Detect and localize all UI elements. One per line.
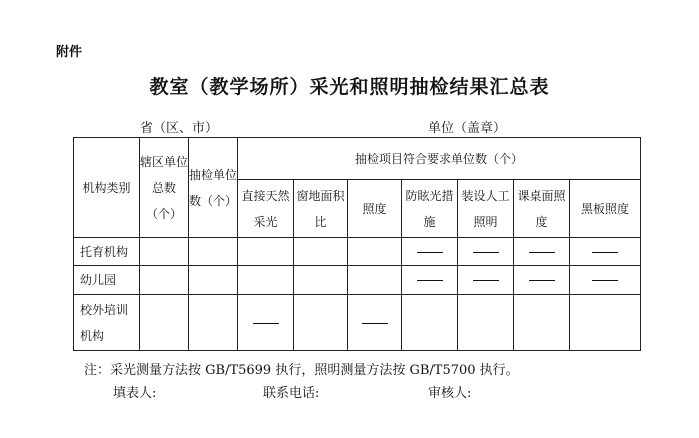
dash-mark bbox=[473, 252, 499, 253]
reviewer-label: 审核人: bbox=[428, 386, 472, 401]
not-applicable-cell bbox=[458, 238, 514, 266]
data-cell bbox=[294, 295, 348, 351]
header-item: 装设人工照明 bbox=[458, 180, 514, 238]
data-cell bbox=[189, 266, 238, 295]
dash-mark bbox=[473, 280, 499, 281]
data-cell bbox=[140, 238, 189, 266]
data-cell bbox=[294, 266, 348, 295]
footnote: 注：采光测量方法按 GB/T5699 执行，照明测量方法按 GB/T5700 执行。 bbox=[84, 363, 519, 378]
data-cell bbox=[189, 295, 238, 351]
attachment-label: 附件 bbox=[56, 45, 83, 60]
header-category: 机构类别 bbox=[74, 138, 140, 238]
data-cell bbox=[238, 238, 294, 266]
header-item: 防眩光措施 bbox=[402, 180, 458, 238]
dash-mark bbox=[417, 252, 443, 253]
dash-mark bbox=[417, 280, 443, 281]
not-applicable-cell bbox=[514, 266, 570, 295]
header-item: 照度 bbox=[348, 180, 402, 238]
dash-mark bbox=[592, 252, 618, 253]
not-applicable-cell bbox=[238, 295, 294, 351]
data-cell bbox=[514, 295, 570, 351]
not-applicable-cell bbox=[570, 266, 641, 295]
dash-mark bbox=[592, 280, 618, 281]
data-cell bbox=[348, 266, 402, 295]
not-applicable-cell bbox=[402, 266, 458, 295]
header-sampled-units: 抽检单位数（个） bbox=[189, 138, 238, 238]
table-row bbox=[74, 238, 641, 266]
table-row bbox=[74, 266, 641, 295]
data-cell bbox=[294, 238, 348, 266]
header-item: 窗地面积比 bbox=[294, 180, 348, 238]
table-row bbox=[74, 295, 641, 351]
not-applicable-cell bbox=[402, 238, 458, 266]
dash-mark bbox=[362, 323, 388, 324]
phone-label: 联系电话: bbox=[263, 386, 320, 401]
not-applicable-cell bbox=[570, 238, 641, 266]
data-cell bbox=[458, 295, 514, 351]
header-item: 黑板照度 bbox=[570, 180, 641, 238]
data-cell bbox=[140, 266, 189, 295]
province-label: 省（区、市） bbox=[140, 121, 219, 136]
dash-mark bbox=[529, 280, 555, 281]
summary-table bbox=[73, 137, 641, 351]
data-cell bbox=[348, 238, 402, 266]
data-cell bbox=[238, 266, 294, 295]
data-cell bbox=[189, 238, 238, 266]
header-item: 直接天然采光 bbox=[238, 180, 294, 238]
not-applicable-cell bbox=[348, 295, 402, 351]
not-applicable-cell bbox=[514, 238, 570, 266]
header-area-units: 辖区单位总数（个） bbox=[140, 138, 189, 238]
row-label: 托育机构 bbox=[74, 238, 140, 266]
header-item: 课桌面照度 bbox=[514, 180, 570, 238]
filler-label: 填表人: bbox=[113, 386, 157, 401]
data-cell bbox=[570, 295, 641, 351]
dash-mark bbox=[529, 252, 555, 253]
unit-label: 单位（盖章） bbox=[428, 121, 507, 136]
dash-mark bbox=[253, 323, 279, 324]
row-label: 幼儿园 bbox=[74, 266, 140, 295]
not-applicable-cell bbox=[458, 266, 514, 295]
data-cell bbox=[402, 295, 458, 351]
header-compliant-group: 抽检项目符合要求单位数（个） bbox=[238, 138, 641, 180]
row-label: 校外培训机构 bbox=[74, 295, 140, 351]
data-cell bbox=[140, 295, 189, 351]
page-title: 教室（教学场所）采光和照明抽检结果汇总表 bbox=[149, 76, 550, 98]
